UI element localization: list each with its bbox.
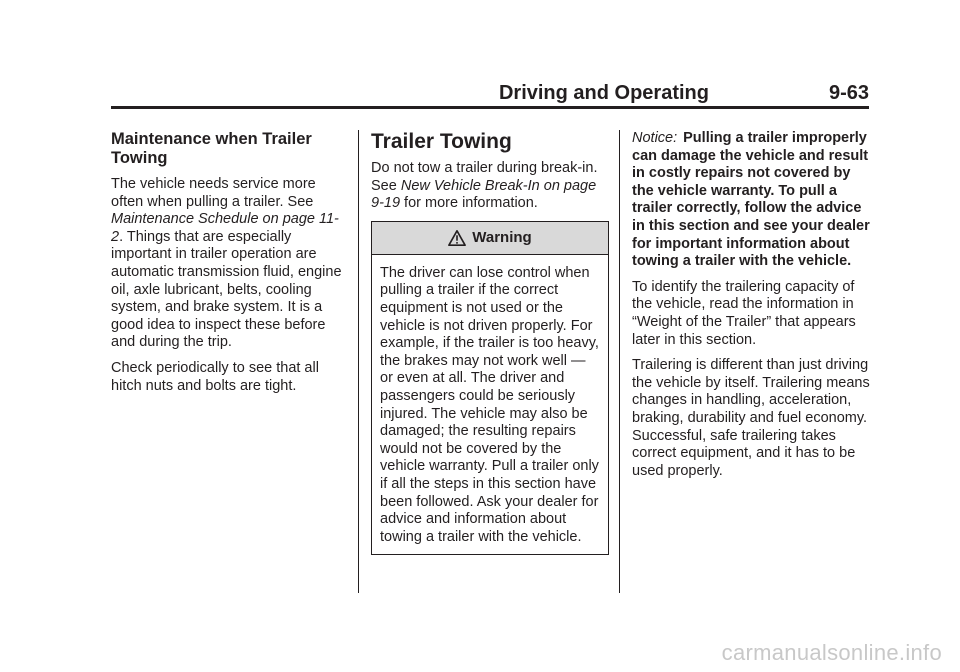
watermark-text: carmanualsonline.info	[721, 640, 942, 665]
warning-header	[372, 222, 608, 255]
section-heading-maintenance: Maintenance when Trailer Towing	[111, 130, 312, 167]
header-page-number: 9-63	[828, 82, 869, 104]
trailering-capacity-paragraph: To identify the trailering capacity of the vehicle, read the information in “Weight of the Trailer” that appears later in this section.	[632, 278, 856, 348]
warning-box	[371, 221, 609, 556]
trailering-difference-paragraph: Trailering is different than just driving the vehicle by itself. Trailering means changes in handling, acceleration, braking, durability and fuel economy. Successful, safe trailering takes correct equipment, and it has to be used properly.	[632, 357, 870, 479]
notice-text: Pulling a trailer improperly can damage the vehicle and result in costly repairs not covered by the vehicle warranty. To pull a trailer correctly, follow the advice in this section and see your dealer for important information about towing a trailer with the vehicle.	[632, 130, 870, 270]
cross-reference-link[interactable]: Maintenance Schedule on page 11-2	[111, 211, 339, 245]
text-run: . Things that are especially important in trailer operation are automatic transmission fluid, engine oil, axle lubricant, belts, cooling system, and brake system. It is a good idea to inspect these before and during the trip.	[111, 228, 342, 351]
text-run: Do not tow a trailer during break-in. See	[371, 160, 598, 194]
hitch-check-paragraph: Check periodically to see that all hitch nuts and bolts are tight.	[111, 359, 319, 394]
warning-body	[372, 255, 608, 555]
text-run: The vehicle needs service more often when pulling a trailer. See	[111, 176, 316, 210]
column-right	[632, 130, 870, 488]
column-middle	[371, 130, 609, 555]
text-run: for more information.	[400, 195, 538, 212]
maintenance-paragraph	[111, 176, 345, 352]
column-left	[111, 130, 345, 403]
page-header	[111, 80, 869, 109]
break-in-paragraph	[371, 160, 609, 213]
notice-label: Notice:	[632, 130, 678, 146]
header-section-title: Driving and Operating	[498, 82, 709, 104]
column-divider-right	[619, 130, 620, 593]
section-heading-trailer-towing: Trailer Towing	[371, 130, 512, 153]
warning-title: Warning	[472, 228, 532, 246]
notice-paragraph	[632, 130, 870, 271]
column-divider-left	[358, 130, 359, 593]
warning-triangle-icon	[448, 229, 466, 247]
cross-reference-link[interactable]: New Vehicle Break-In on page 9-19	[371, 177, 597, 212]
warning-text: The driver can lose control when pulling a trailer if the correct equipment is not used or the vehicle is not driven properly. For example, if the trailer is too heavy, the brakes may not work well — or even at all. The driver and passengers could be seriously injured. The vehicle may also be damaged; the resulting repairs would not be covered by the vehicle warranty. Pull a trailer only if all the steps in this section have been followed. Ask your dealer for advice and information about towing a trailer with the vehicle.	[380, 264, 599, 545]
